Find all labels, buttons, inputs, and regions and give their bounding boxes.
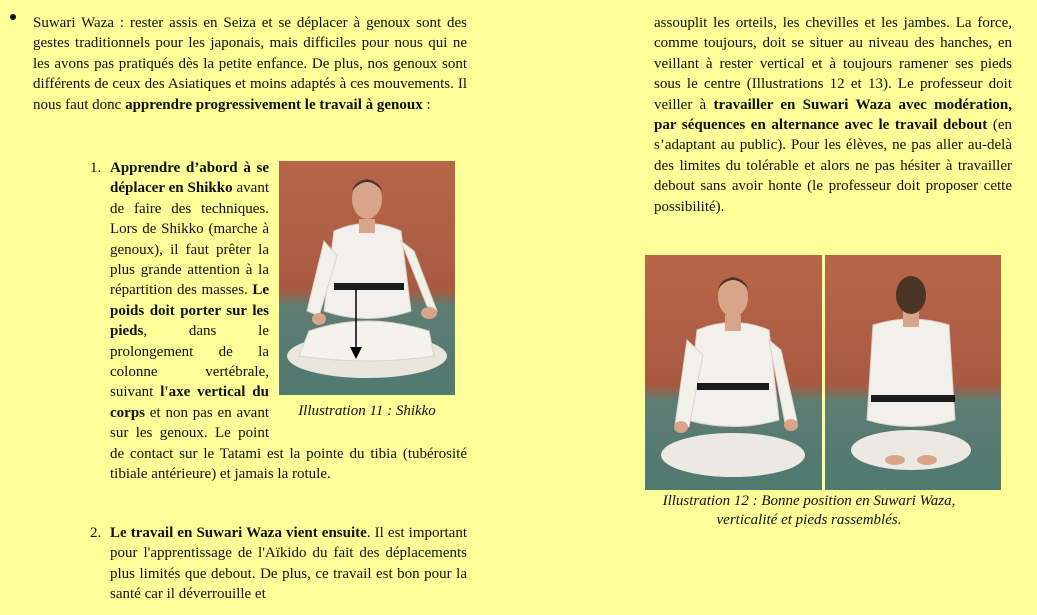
illustration-11-photo: [279, 161, 455, 395]
item1-text-3: et non pas en avant sur les genoux. Le point de contact sur le Tatami est la pointe du tibia (tubérosité tibiale antérieure) et jamais la rotule.: [110, 404, 467, 483]
seiza-back-figure-icon: [825, 255, 1001, 490]
item1-bold-3: l'axe vertical du corps: [110, 384, 269, 421]
item1-text-1: avant de faire des techniques. Lors de Shikko (marche à genoux), il faut prêter la plus grande attention à la répartition des masses.: [110, 180, 269, 299]
item2-text-1: . Il est important pour l'apprentissage de l'Aïkido du fait des déplacements plus limités que debout. De plus, ce travail est bon pour la santé car il déverrouille et: [110, 525, 468, 603]
illustration-12-caption-line1: Illustration 12 : Bonne position en Suwari Waza,: [662, 493, 956, 509]
illustration-12-caption-line2: verticalité et pieds rassemblés.: [716, 511, 902, 528]
bullet-icon: [10, 14, 16, 20]
item1-text-2: , dans le prolongement de la colonne vertébrale, suivant: [110, 323, 269, 401]
right-text-2: (en s’adaptant au public). Pour les élèves, ne pas aller au-delà des limites du tolérable et alors ne pas hésiter à travailler debout sans avoir honte (le professeur doit proposer cette possibilité).: [654, 117, 1012, 215]
list-number-2: 2.: [90, 525, 102, 541]
illustration-12-photo-back: [825, 255, 1001, 490]
right-bold-1: travailler en Suwari Waza avec modération, par séquences en alternance avec le travail debout: [654, 96, 1012, 134]
item1-bold-1: Apprendre d’abord à se déplacer en Shikko: [110, 160, 269, 197]
intro-text-2: :: [422, 96, 431, 113]
right-text-1: assouplit les orteils, les chevilles et les jambes. La force, comme toujours, doit se situer au niveau des hanches, en veillant à rester vertical et à toujours ramener ses pieds sous le centre (Illustrations 12 et 13). Le professeur doit veiller à: [654, 15, 1012, 113]
item2-bold-1: Le travail en Suwari Waza vient ensuite: [110, 525, 367, 541]
item2-paragraph: [110, 523, 467, 605]
illustration-11-caption: Illustration 11 : Shikko: [298, 403, 436, 419]
illustration-12-caption: [620, 492, 998, 529]
intro-bold-1: apprendre progressivement le travail à genoux: [125, 96, 423, 113]
item1-bold-2: Le poids doit porter sur les pieds: [110, 282, 269, 340]
seiza-front-figure-icon: [645, 255, 822, 490]
right-column-paragraph: [654, 13, 1012, 217]
shikko-figure-icon: [279, 161, 455, 395]
intro-text-1: Suwari Waza : rester assis en Seiza et se déplacer à genoux sont des gestes traditionnels pour les japonais, mais difficiles pour nous qui ne les avons pas pratiqués dès la petite enfance. De plus, nos genoux sont différents de ceux des Asiatiques et moins adaptés à ces mouvements. Il nous faut donc: [33, 15, 467, 113]
list-number-1: 1.: [90, 160, 102, 176]
illustration-12-photo-front: [645, 255, 822, 490]
intro-paragraph: [33, 13, 467, 115]
